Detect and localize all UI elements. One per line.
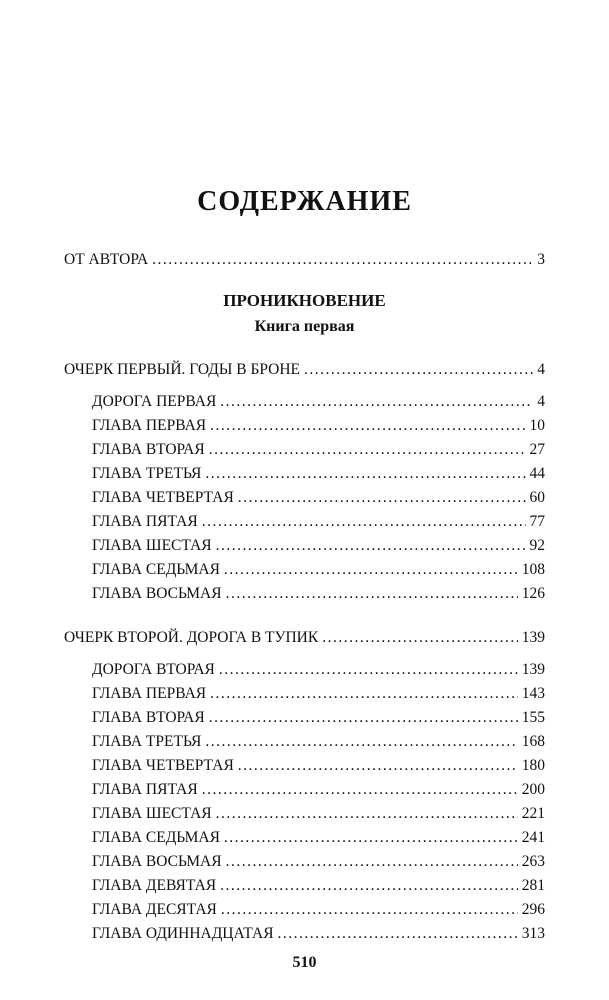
toc-entry [64, 582, 545, 606]
dot-leader [208, 414, 525, 438]
dot-leader [214, 802, 518, 826]
toc-section [64, 626, 545, 946]
toc-entry-page: 10 [529, 417, 545, 434]
toc-entry-label: ДОРОГА ВТОРАЯ [92, 661, 215, 678]
dot-leader [302, 358, 533, 382]
dot-leader [236, 754, 518, 778]
toc-entry-label: ГЛАВА ЧЕТВЕРТАЯ [92, 489, 234, 506]
part-subheading: Книга первая [254, 318, 355, 335]
dot-leader [200, 510, 526, 534]
toc-entry-page: 200 [521, 781, 545, 798]
toc-section-heading [64, 626, 545, 650]
toc-entry [64, 778, 545, 802]
page-title: СОДЕРЖАНИЕ [197, 186, 412, 217]
toc-entry [64, 682, 545, 706]
toc-entry [64, 248, 545, 272]
toc-entry [64, 462, 545, 486]
dot-leader [224, 582, 518, 606]
toc-entry-page: 108 [521, 561, 545, 578]
toc-entry-label: ГЛАВА ПЯТАЯ [92, 781, 198, 798]
toc-entry [64, 486, 545, 510]
dot-leader [219, 898, 518, 922]
toc-entry-label: ГЛАВА ТРЕТЬЯ [92, 733, 202, 750]
dot-leader [200, 778, 518, 802]
toc-entry-label: ОЧЕРК ПЕРВЫЙ. ГОДЫ В БРОНЕ [64, 361, 301, 378]
dot-leader [203, 730, 517, 754]
toc-entry [64, 414, 545, 438]
dot-leader [207, 706, 518, 730]
toc-entry [64, 390, 545, 414]
dot-leader [217, 658, 518, 682]
dot-leader [320, 626, 518, 650]
toc-entry-page: 281 [521, 877, 545, 894]
toc-entry-page: 180 [521, 757, 545, 774]
toc-entry-page: 313 [521, 925, 545, 942]
toc-entry [64, 826, 545, 850]
toc-entry-page: 221 [521, 805, 545, 822]
toc-entry [64, 850, 545, 874]
dot-leader [150, 248, 533, 272]
toc-entry-page: 60 [529, 489, 545, 506]
toc-entry-label: ГЛАВА ПЯТАЯ [92, 513, 198, 530]
toc-entry-page: 77 [529, 513, 545, 530]
toc-entry-label: ГЛАВА ВТОРАЯ [92, 709, 205, 726]
dot-leader [208, 682, 518, 706]
toc-entry-label: ГЛАВА ЧЕТВЕРТАЯ [92, 757, 234, 774]
toc-entry [64, 534, 545, 558]
toc-entry-label: ОЧЕРК ВТОРОЙ. ДОРОГА В ТУПИК [64, 629, 319, 646]
toc-entry-label: ГЛАВА СЕДЬМАЯ [92, 561, 220, 578]
toc-entry-page: 139 [521, 629, 545, 646]
toc-section-entries [64, 390, 545, 606]
toc-entry-page: 139 [521, 661, 545, 678]
page-number: 510 [292, 954, 317, 971]
toc-entry-page: 241 [521, 829, 545, 846]
toc-entry [64, 898, 545, 922]
toc-entry [64, 754, 545, 778]
toc-entry [64, 874, 545, 898]
dot-leader [218, 874, 518, 898]
toc-entry-page: 155 [521, 709, 545, 726]
dot-leader [207, 438, 526, 462]
dot-leader [276, 922, 518, 946]
toc-entry-label: ГЛАВА ВТОРАЯ [92, 441, 205, 458]
toc-entry [64, 706, 545, 730]
toc-entry-page: 3 [537, 251, 545, 268]
toc-entry-page: 4 [537, 361, 545, 378]
dot-leader [222, 826, 518, 850]
toc-entry-page: 44 [529, 465, 545, 482]
toc-entry-label: ГЛАВА ШЕСТАЯ [92, 537, 212, 554]
toc-entry-label: ГЛАВА ПЕРВАЯ [92, 685, 207, 702]
dot-leader [203, 462, 525, 486]
dot-leader [214, 534, 526, 558]
toc-entry [64, 558, 545, 582]
toc-section-entries [64, 658, 545, 946]
toc-entry-page: 92 [529, 537, 545, 554]
toc-entry-label: ОТ АВТОРА [64, 251, 149, 268]
toc-section [64, 358, 545, 606]
toc-entry-label: ГЛАВА ВОСЬМАЯ [92, 853, 222, 870]
toc-entry-label: ГЛАВА ТРЕТЬЯ [92, 465, 202, 482]
toc-entry-label: ГЛАВА ДЕСЯТАЯ [92, 901, 217, 918]
dot-leader [222, 558, 518, 582]
toc-entry-page: 263 [521, 853, 545, 870]
toc-entry [64, 922, 545, 946]
toc-section-heading [64, 358, 545, 382]
toc-entry-page: 296 [521, 901, 545, 918]
toc-entry-label: ДОРОГА ПЕРВАЯ [92, 393, 217, 410]
dot-leader [236, 486, 526, 510]
part-heading: ПРОНИКНОВЕНИЕ [223, 291, 386, 310]
toc-entry [64, 510, 545, 534]
toc-content [0, 248, 609, 946]
toc-entry-label: ГЛАВА СЕДЬМАЯ [92, 829, 220, 846]
toc-entry-page: 4 [537, 393, 545, 410]
toc-entry-label: ГЛАВА ДЕВЯТАЯ [92, 877, 217, 894]
toc-entry-page: 27 [529, 441, 545, 458]
toc-entry-page: 143 [521, 685, 545, 702]
toc-entry [64, 438, 545, 462]
toc-entry-page: 168 [521, 733, 545, 750]
dot-leader [218, 390, 533, 414]
toc-entry [64, 802, 545, 826]
toc-entry-label: ГЛАВА ПЕРВАЯ [92, 417, 207, 434]
dot-leader [224, 850, 518, 874]
toc-entry-label: ГЛАВА ВОСЬМАЯ [92, 585, 222, 602]
toc-entry [64, 730, 545, 754]
toc-entry-label: ГЛАВА ШЕСТАЯ [92, 805, 212, 822]
toc-entry [64, 658, 545, 682]
toc-entry-label: ГЛАВА ОДИННАДЦАТАЯ [92, 925, 274, 942]
toc-entry-page: 126 [521, 585, 545, 602]
